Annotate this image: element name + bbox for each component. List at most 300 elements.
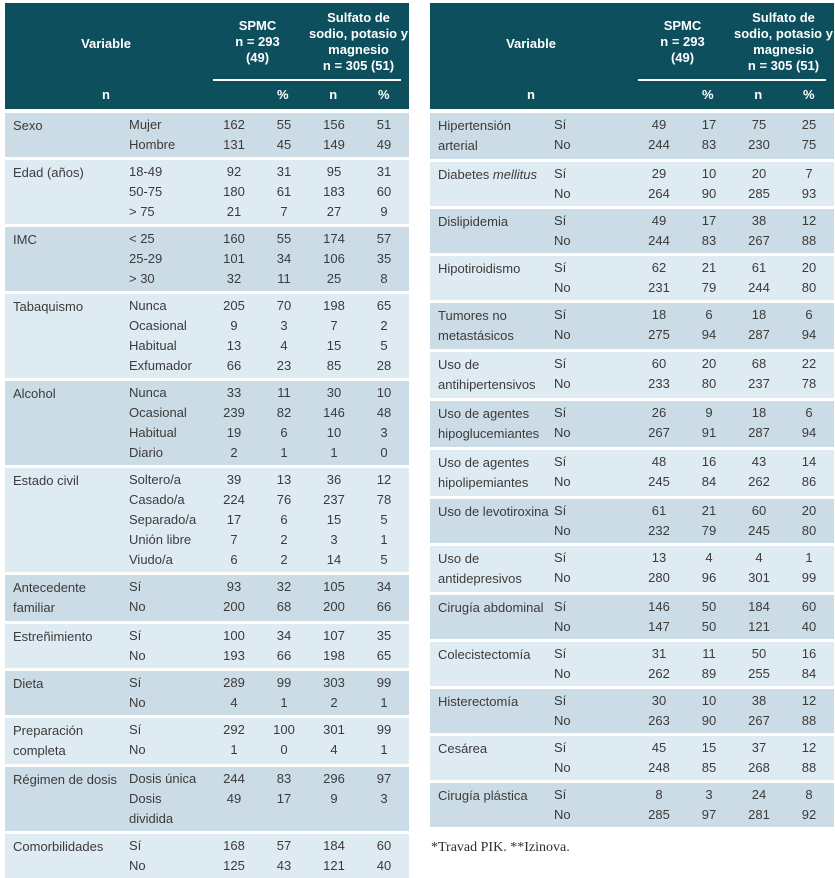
table-row: [554, 231, 834, 251]
table-row: [554, 423, 834, 443]
header-sulfato-label: [308, 10, 409, 78]
value-cell: 10: [326, 425, 342, 440]
value-cell: 31: [276, 164, 292, 179]
table-group: [430, 401, 834, 447]
value-cell: 4: [755, 550, 763, 565]
value-cell: 62: [651, 260, 667, 275]
value-cell: 75: [751, 117, 767, 132]
value-cell: 80: [801, 523, 817, 538]
table-header: [5, 3, 409, 109]
category-label: Sí: [554, 550, 567, 565]
table-group: [430, 352, 834, 398]
value-cell: 17: [226, 512, 242, 527]
category-label: No: [554, 327, 571, 342]
group-rows: [554, 211, 834, 251]
value-cell: 49: [651, 213, 667, 228]
table-row: [129, 577, 409, 597]
value-cell: 224: [223, 492, 245, 507]
group-rows: [554, 164, 834, 204]
table-row: [129, 115, 409, 135]
table-header: [430, 3, 834, 109]
variable-label: Antecedente familiar: [13, 580, 87, 615]
table-group: [430, 595, 834, 639]
category-label: No: [129, 858, 146, 873]
value-cell: 88: [801, 713, 817, 728]
value-cell: 146: [648, 599, 670, 614]
group-rows: [554, 452, 834, 494]
table-row: [129, 470, 409, 490]
variable-label: Uso de agentes hipoglucemiantes: [438, 406, 540, 441]
group-rows: [554, 597, 834, 637]
variable-label: Cesárea: [438, 741, 488, 756]
category-label: No: [129, 648, 146, 663]
table-row: [129, 740, 409, 760]
value-cell: 9: [380, 204, 388, 219]
value-cell: 22: [801, 356, 817, 371]
value-cell: 6: [280, 425, 288, 440]
table-group: [430, 113, 834, 159]
header-spmc-label: [632, 18, 733, 70]
variable-label: Tumores no metastásicos: [438, 308, 514, 343]
variable-label: Uso de levotiroxina: [438, 504, 549, 519]
value-cell: 25: [326, 271, 342, 286]
group-rows: [129, 769, 409, 829]
value-cell: 76: [276, 492, 292, 507]
value-cell: 121: [748, 619, 770, 634]
value-cell: 205: [223, 298, 245, 313]
table-row: [129, 269, 409, 289]
left-table: [5, 3, 409, 878]
header-line: SPMC: [238, 18, 277, 33]
table-row: [554, 403, 834, 423]
value-cell: 18: [751, 307, 767, 322]
category-label: Sí: [129, 579, 142, 594]
value-cell: 3: [705, 787, 713, 802]
value-cell: 90: [701, 713, 717, 728]
value-cell: 40: [801, 619, 817, 634]
table-row: [129, 135, 409, 155]
table-group: [5, 767, 409, 831]
value-cell: 0: [280, 742, 288, 757]
value-cell: 65: [376, 298, 392, 313]
variable-label: Hipotiroidismo: [438, 261, 521, 276]
header-line: magnesio: [753, 42, 814, 57]
group-rows: [129, 296, 409, 376]
value-cell: 96: [701, 570, 717, 585]
value-cell: 14: [801, 454, 817, 469]
value-cell: 83: [701, 137, 717, 152]
variable-label: Uso de antihipertensivos: [438, 357, 536, 392]
category-label: Dosis única: [129, 771, 197, 786]
group-rows: [129, 470, 409, 570]
category-label: No: [554, 713, 571, 728]
table-row: [554, 472, 834, 492]
value-cell: 245: [648, 474, 670, 489]
value-cell: 32: [226, 271, 242, 286]
value-cell: 27: [326, 204, 342, 219]
table-group: [5, 160, 409, 224]
value-cell: 21: [701, 260, 717, 275]
value-cell: 14: [326, 552, 342, 567]
value-cell: 3: [330, 532, 338, 547]
value-cell: 233: [648, 376, 670, 391]
value-cell: 8: [805, 787, 813, 802]
value-cell: 16: [801, 646, 817, 661]
category-label: Sí: [554, 503, 567, 518]
value-cell: 57: [276, 838, 292, 853]
category-label: Sí: [554, 787, 567, 802]
value-cell: 20: [801, 503, 817, 518]
value-cell: 10: [376, 385, 392, 400]
category-label: Casado/a: [129, 492, 185, 507]
category-label: Sí: [554, 454, 567, 469]
value-cell: 51: [376, 117, 392, 132]
value-cell: 99: [376, 675, 392, 690]
value-cell: 37: [751, 740, 767, 755]
value-cell: 4: [330, 742, 338, 757]
value-cell: 50: [701, 599, 717, 614]
stat-col-header: n: [754, 87, 763, 102]
value-cell: 255: [748, 666, 770, 681]
table-row: [129, 316, 409, 336]
table-row: [554, 211, 834, 231]
category-label: Sí: [129, 722, 142, 737]
value-cell: 19: [226, 425, 242, 440]
table-row: [129, 202, 409, 222]
value-cell: 3: [280, 318, 288, 333]
table-row: [129, 646, 409, 666]
value-cell: 49: [376, 137, 392, 152]
category-label: No: [554, 807, 571, 822]
stat-col-header: %: [701, 87, 714, 102]
value-cell: 7: [330, 318, 338, 333]
value-cell: 83: [701, 233, 717, 248]
table-row: [554, 278, 834, 298]
header-line: sodio, potasio y: [309, 26, 408, 41]
value-cell: 99: [376, 722, 392, 737]
table-group: [5, 671, 409, 715]
value-cell: 168: [223, 838, 245, 853]
category-label: No: [554, 666, 571, 681]
table-row: [554, 374, 834, 394]
value-cell: 79: [701, 523, 717, 538]
group-rows: [554, 403, 834, 445]
value-cell: 20: [801, 260, 817, 275]
table-group: [430, 450, 834, 496]
value-cell: 106: [323, 251, 345, 266]
value-cell: 94: [701, 327, 717, 342]
value-cell: 38: [751, 693, 767, 708]
value-cell: 38: [751, 213, 767, 228]
table-group: [5, 381, 409, 465]
category-label: 50-75: [129, 184, 163, 199]
table-group: [5, 834, 409, 878]
value-cell: 18: [651, 307, 667, 322]
value-cell: 105: [323, 579, 345, 594]
value-cell: 100: [273, 722, 295, 737]
table-group: [5, 468, 409, 572]
category-label: No: [554, 523, 571, 538]
value-cell: 244: [223, 771, 245, 786]
value-cell: 6: [705, 307, 713, 322]
value-cell: 237: [748, 376, 770, 391]
category-label: Sí: [554, 646, 567, 661]
value-cell: 85: [701, 760, 717, 775]
table-row: [129, 789, 409, 829]
category-label: Nunca: [129, 298, 167, 313]
value-cell: 60: [751, 503, 767, 518]
value-cell: 35: [376, 251, 392, 266]
value-cell: 78: [376, 492, 392, 507]
value-cell: 55: [276, 231, 292, 246]
right-column: [430, 3, 834, 878]
header-spmc-label: [207, 18, 308, 70]
table-group: [430, 642, 834, 686]
variable-label: Dislipidemia: [438, 214, 509, 229]
value-cell: 61: [651, 503, 667, 518]
category-label: Ocasional: [129, 405, 187, 420]
stat-col-header: %: [802, 87, 815, 102]
value-cell: 15: [326, 512, 342, 527]
value-cell: 268: [748, 760, 770, 775]
value-cell: 287: [748, 425, 770, 440]
table-row: [129, 229, 409, 249]
table-row: [554, 354, 834, 374]
header-line: (49): [670, 50, 695, 65]
value-cell: 86: [801, 474, 817, 489]
value-cell: 31: [376, 164, 392, 179]
value-cell: 1: [230, 742, 238, 757]
variable-label: Dieta: [13, 676, 44, 691]
group-rows: [554, 785, 834, 825]
value-cell: 50: [751, 646, 767, 661]
value-cell: 93: [226, 579, 242, 594]
table-row: [554, 617, 834, 637]
value-cell: 292: [223, 722, 245, 737]
value-cell: 4: [230, 695, 238, 710]
table-row: [554, 597, 834, 617]
variable-label: Histerectomía: [438, 694, 519, 709]
value-cell: 21: [226, 204, 242, 219]
category-label: > 30: [129, 271, 155, 286]
value-cell: 1: [280, 695, 288, 710]
header-variable-label: Variable: [506, 36, 556, 51]
category-label: > 75: [129, 204, 155, 219]
table-row: [129, 673, 409, 693]
category-label: Sí: [554, 405, 567, 420]
value-cell: 244: [648, 137, 670, 152]
variable-label: Comorbilidades: [13, 839, 104, 854]
value-cell: 5: [380, 338, 388, 353]
header-line: Sulfato de: [327, 10, 390, 25]
table-group: [5, 718, 409, 764]
value-cell: 101: [223, 251, 245, 266]
value-cell: 244: [748, 280, 770, 295]
category-label: No: [554, 619, 571, 634]
value-cell: 6: [230, 552, 238, 567]
table-row: [554, 738, 834, 758]
category-label: Sí: [554, 260, 567, 275]
value-cell: 26: [651, 405, 667, 420]
value-cell: 2: [280, 532, 288, 547]
value-cell: 121: [323, 858, 345, 873]
value-cell: 5: [380, 552, 388, 567]
value-cell: 45: [651, 740, 667, 755]
value-cell: 10: [701, 693, 717, 708]
value-cell: 267: [648, 425, 670, 440]
value-cell: 34: [276, 251, 292, 266]
variable-label: Hipertensión arterial: [438, 118, 511, 153]
value-cell: 31: [651, 646, 667, 661]
value-cell: 13: [651, 550, 667, 565]
value-cell: 2: [280, 552, 288, 567]
category-label: Hombre: [129, 137, 176, 152]
table-row: [129, 720, 409, 740]
value-cell: 7: [280, 204, 288, 219]
value-cell: 60: [801, 599, 817, 614]
table-row: [129, 550, 409, 570]
variable-label: Sexo: [13, 118, 43, 133]
variable-label: Tabaquismo: [13, 299, 84, 314]
group-rows: [129, 836, 409, 876]
table-group: [430, 162, 834, 206]
value-cell: 20: [701, 356, 717, 371]
header-rule: [213, 79, 401, 81]
value-cell: 48: [376, 405, 392, 420]
table-row: [129, 626, 409, 646]
group-rows: [554, 738, 834, 778]
table-row: [554, 115, 834, 135]
value-cell: 17: [701, 117, 717, 132]
variable-label: Régimen de dosis: [13, 772, 118, 787]
value-cell: 91: [701, 425, 717, 440]
value-cell: 1: [330, 445, 338, 460]
group-rows: [129, 162, 409, 222]
category-label: 18-49: [129, 164, 163, 179]
value-cell: 264: [648, 186, 670, 201]
value-cell: 34: [376, 579, 392, 594]
value-cell: 78: [801, 376, 817, 391]
value-cell: 85: [326, 358, 342, 373]
table-group: [430, 303, 834, 349]
value-cell: 12: [801, 740, 817, 755]
table-row: [554, 758, 834, 778]
value-cell: 28: [376, 358, 392, 373]
value-cell: 60: [376, 184, 392, 199]
value-cell: 90: [701, 186, 717, 201]
value-cell: 280: [648, 570, 670, 585]
value-cell: 20: [751, 166, 767, 181]
group-rows: [129, 626, 409, 666]
variable-label: Edad (años): [13, 165, 84, 180]
value-cell: 15: [701, 740, 717, 755]
value-cell: 55: [276, 117, 292, 132]
value-cell: 237: [323, 492, 345, 507]
value-cell: 9: [230, 318, 238, 333]
table-row: [554, 785, 834, 805]
table-row: [554, 501, 834, 521]
group-rows: [554, 115, 834, 157]
table-row: [129, 162, 409, 182]
group-rows: [129, 229, 409, 289]
table-group: [430, 783, 834, 827]
header-variable-label: Variable: [81, 36, 131, 51]
value-cell: 160: [223, 231, 245, 246]
value-cell: 88: [801, 760, 817, 775]
value-cell: 0: [380, 445, 388, 460]
value-cell: 4: [280, 338, 288, 353]
value-cell: 285: [648, 807, 670, 822]
value-cell: 262: [748, 474, 770, 489]
stat-col-header: n: [527, 87, 535, 102]
value-cell: 281: [748, 807, 770, 822]
value-cell: 18: [751, 405, 767, 420]
category-label: No: [554, 474, 571, 489]
variable-label: Estreñimiento: [13, 629, 93, 644]
value-cell: 61: [276, 184, 292, 199]
value-cell: 48: [651, 454, 667, 469]
variable-label: Cirugía plástica: [438, 788, 528, 803]
table-group: [5, 113, 409, 157]
table-group: [430, 736, 834, 780]
value-cell: 92: [226, 164, 242, 179]
group-rows: [554, 305, 834, 347]
value-cell: 8: [380, 271, 388, 286]
category-label: No: [554, 280, 571, 295]
table-row: [129, 510, 409, 530]
table-row: [129, 296, 409, 316]
value-cell: 6: [280, 512, 288, 527]
group-rows: [129, 673, 409, 713]
table-row: [554, 548, 834, 568]
table-row: [129, 530, 409, 550]
footnote: *Travad PIK. **Izinova.: [431, 840, 570, 855]
value-cell: 1: [380, 695, 388, 710]
value-cell: 3: [380, 425, 388, 440]
group-rows: [554, 501, 834, 541]
category-label: No: [129, 742, 146, 757]
value-cell: 11: [277, 271, 291, 286]
value-cell: 30: [651, 693, 667, 708]
value-cell: 35: [376, 628, 392, 643]
value-cell: 3: [380, 791, 388, 806]
value-cell: 13: [276, 472, 292, 487]
value-cell: 1: [380, 742, 388, 757]
value-cell: 162: [223, 117, 245, 132]
category-label: Ocasional: [129, 318, 187, 333]
category-label: Sí: [554, 599, 567, 614]
value-cell: 174: [323, 231, 345, 246]
value-cell: 146: [323, 405, 345, 420]
value-cell: 24: [751, 787, 767, 802]
value-cell: 45: [276, 137, 292, 152]
value-cell: 107: [323, 628, 345, 643]
value-cell: 84: [701, 474, 717, 489]
value-cell: 94: [801, 327, 817, 342]
value-cell: 2: [330, 695, 338, 710]
group-rows: [129, 577, 409, 619]
group-rows: [554, 548, 834, 590]
group-rows: [129, 115, 409, 155]
header-line: SPMC: [663, 18, 702, 33]
value-cell: 4: [705, 550, 713, 565]
table-row: [129, 423, 409, 443]
table-group: [430, 546, 834, 592]
value-cell: 16: [701, 454, 717, 469]
header-line: n = 305 (51): [747, 58, 820, 73]
value-cell: 83: [276, 771, 292, 786]
variable-label: IMC: [13, 232, 37, 247]
